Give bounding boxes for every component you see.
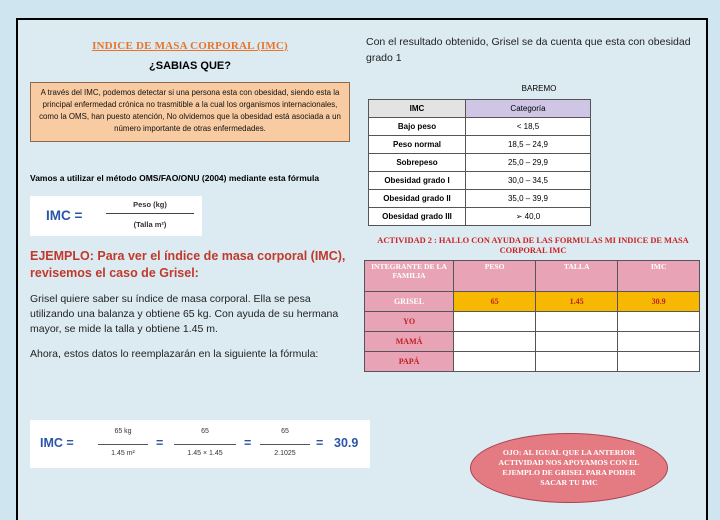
member-label: GRISEL [365, 292, 454, 312]
right-column [366, 34, 700, 372]
table-cell[interactable] [454, 352, 536, 372]
table-cell: 25,0 – 29,9 [466, 154, 591, 172]
header-cell: TALLA [536, 261, 618, 292]
table-row [365, 292, 700, 312]
table-row [369, 208, 591, 226]
table-cell: 65 [454, 292, 536, 312]
member-label: YO [365, 312, 454, 332]
baremo-label: BAREMO [521, 84, 557, 93]
table-cell: 35,0 – 39,9 [466, 190, 591, 208]
formula2-result: 30.9 [334, 436, 359, 450]
left-column [30, 30, 350, 362]
table-header-row [369, 100, 591, 118]
formula2-n3: 65 [281, 428, 289, 435]
fraction-bar [174, 444, 236, 445]
equals-sign: = [244, 436, 252, 450]
activity-title: ACTIVIDAD 2 : HALLO CON AYUDA DE LAS FORMULAS MI INDICE DE MASA CORPORAL IMC [377, 236, 689, 255]
formula2-n1: 65 kg [114, 428, 132, 435]
member-label: PAPÁ [365, 352, 454, 372]
fraction-bar [106, 213, 194, 214]
table-cell: 30,0 – 34,5 [466, 172, 591, 190]
table-cell[interactable] [536, 312, 618, 332]
method-text: Vamos a utilizar el método OMS/FAO/ONU (2004) mediante esta fórmula [30, 173, 320, 183]
table-cell: Sobrepeso [369, 154, 466, 172]
info-box: A través del IMC, podemos detectar si una persona esta con obesidad, siendo esta la principal enfermedad crónica no trasmitible a la cual los organismos internacionales, como la OMS, han puesto atención, No olvidemos que la obesidad está asociada a un número importante de otras enfermedades. [30, 82, 350, 142]
table-cell: < 18,5 [466, 118, 591, 136]
table-cell: Obesidad grado III [369, 208, 466, 226]
example-paragraph: Grisel quiere saber su índice de masa corporal. Ella se pesa utilizando una balanza y obtiene 65 kg. Con ayuda de su hermana mayor, se mide la talla y obtiene 1.45 m. [30, 293, 339, 335]
example-formula [30, 420, 370, 468]
table-row [369, 190, 591, 208]
formula-lhs: IMC = [46, 208, 83, 223]
member-label: MAMÁ [365, 332, 454, 352]
activity-table [364, 260, 700, 372]
table-cell: ➢ 40,0 [466, 208, 591, 226]
baremo-table [368, 99, 591, 226]
table-cell: Obesidad grado I [369, 172, 466, 190]
table-cell[interactable] [454, 332, 536, 352]
header-cell: IMC [618, 261, 700, 292]
formula2-lhs: IMC = [40, 436, 74, 450]
header-cell: Categoría [466, 100, 591, 118]
table-cell: Bajo peso [369, 118, 466, 136]
formula2-d2: 1.45 × 1.45 [187, 450, 223, 457]
table-row [365, 312, 700, 332]
formula-intro: Ahora, estos datos lo reemplazarán en la siguiente la fórmula: [30, 348, 319, 360]
header-cell: IMC [369, 100, 466, 118]
table-row [365, 332, 700, 352]
formula2-d3: 2.1025 [274, 450, 296, 457]
table-cell[interactable] [536, 352, 618, 372]
formula2-d1: 1.45 m² [111, 450, 135, 457]
imc-formula [30, 196, 202, 236]
fraction-bar [98, 444, 148, 445]
note-oval: OJO: AL IGUAL QUE LA ANTERIOR ACTIVIDAD NOS APOYAMOS CON EL EJEMPLO DE GRISEL PARA PODER SACAR TU IMC [470, 433, 668, 503]
table-cell[interactable] [454, 312, 536, 332]
formula-numerator: Peso (kg) [133, 200, 167, 209]
table-cell[interactable] [618, 332, 700, 352]
header-cell: INTEGRANTE DE LA FAMILIA [365, 261, 454, 292]
page-title: INDICE DE MASA CORPORAL (IMC) [92, 40, 288, 52]
table-cell: Peso normal [369, 136, 466, 154]
header-cell: PESO [454, 261, 536, 292]
table-cell[interactable] [536, 332, 618, 352]
section-subtitle: ¿SABIAS QUE? [149, 60, 231, 72]
table-row [369, 172, 591, 190]
table-cell: Obesidad grado II [369, 190, 466, 208]
result-text: Con el resultado obtenido, Grisel se da cuenta que esta con obesidad grado 1 [366, 36, 691, 64]
table-cell[interactable] [618, 352, 700, 372]
table-header-row [365, 261, 700, 292]
table-row [369, 154, 591, 172]
formula2-n2: 65 [201, 428, 209, 435]
table-row [369, 118, 591, 136]
table-cell[interactable] [618, 312, 700, 332]
equals-sign: = [316, 436, 324, 450]
equals-sign: = [156, 436, 164, 450]
table-row [365, 352, 700, 372]
table-row [369, 136, 591, 154]
example-heading: EJEMPLO: Para ver el índice de masa corporal (IMC), revisemos el caso de Grisel: [30, 249, 346, 280]
table-cell: 18,5 – 24,9 [466, 136, 591, 154]
formula-denominator: (Talla m²) [133, 220, 167, 229]
table-cell: 30.9 [618, 292, 700, 312]
table-cell: 1.45 [536, 292, 618, 312]
fraction-bar [260, 444, 310, 445]
